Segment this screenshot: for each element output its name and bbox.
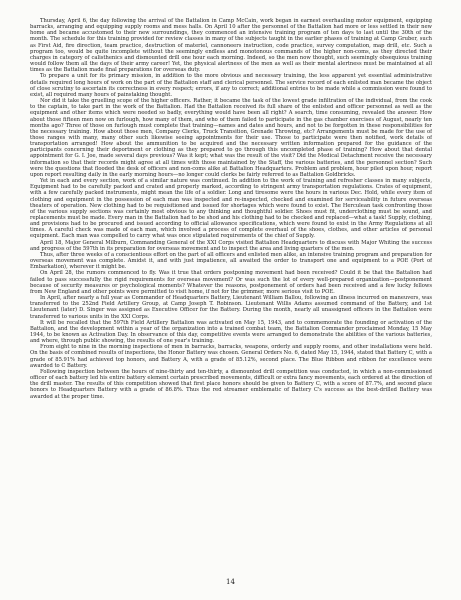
paragraph: On April 28, the rumors commenced to fly. Was it true that orders postponing movement had been received? Could it be that the Battalion had failed to pass successfully the rigid requirements for overseas movement? Or was such the lot of every well-prepared organization—postponement because of security measures or psychological moments? Whatever the reasons, postponement of orders had been received and a few lucky fellows from New England and other points were permitted to visit home, if not for the grimmer, more serious visit to POE. xyxy=(30,270,432,295)
paragraph: In April, after nearly a full year as Commander of Headquarters Battery, Lieutenant William Ballou, following an illness incurred on maneuvers, was transferred to the 252nd Field Artillery Group, at Camp Joseph T. Robinson. Lieutenant Willis Adams assumed command of the Battery, and 1st Lieutenant (later) D. Singer was assigned as Executive Officer for the Battery. During the month, nearly all unassigned officers in the Battalion were transferred to various units in the XXI Corps. xyxy=(30,295,432,320)
paragraph: To prepare a unit for its primary mission, in addition to the more obvious and necessary training, the less apparent yet essential administrative details required long hours of work on the part of the Battalion staff and clerical personnel. The service record of each enlisted man became the object of close scrutiny to ascertain its correctness in every respect; errors, if any to correct; additional entries to be made while a commission were found to exist, all required many hours of painstaking thought. xyxy=(30,73,432,98)
paragraph: Thus, after three weeks of a conscientious effort on the part of all officers and enlisted men alike, an intensive training program and preparation for overseas movement was complete. Amidst it, and with just impatience, all awaited the order to transport one and equipment to a POE (Port of Embarkation), wherever it might be. xyxy=(30,251,432,271)
paragraph: Thursday, April 6, the day following the arrival of the Battalion in Camp McCain, work began in earnest overhauling motor equipment, equipping barracks, arranging and equipping supply rooms and mess halls. On April 10 after the personnel of the Battalion had more or less settled in their new home and became accustomed to their new surroundings, they commenced an intensive training program of ten days to last until the 30th of the month. The schedule for this training provided for review classes in many of the subjects taught in the earlier phases of training at Camp Gruber, such as First Aid, fire direction, team practice, destruction of materiel, cannoneers instruction, code practice, survey computation, map drill, etc. Such a program too, would be quite incomplete without the seemingly endless and monotonous commands of the higher non-coms, as they directed their charges in category of calisthenics and dismounted drill one hour each morning. Indeed, so the men now thought, such seemingly obsequious training would follow them all the days of their army career! Yet, the physical alertness of the men as well as their mental alertness must be maintained at all times as the Battalion made final preparations for overseas duty. xyxy=(30,18,432,74)
paragraph: From eight to nine in the morning inspections of men in barracks, barracks, weapons, orderly and supply rooms, and other installations were held. On the basis of combined results of inspections, the Honor Battery was chosen. General Orders No. 6, dated May 15, 1944, stated that Battery C, with a grade of 85.91% had achieved top honors, and Battery A, with a grade of 85.12%, second place. The Blue Ribbon and ribbon for excellence were awarded to C Battery. xyxy=(30,344,432,369)
paragraph: It will be recalled that the 597th Field Artillery Battalion was activated on May 15, 1943, and to commemorate the founding or activation of the Battalion, and the development within a year of the organization into a trained combat team, the Battalion Commander proclaimed Monday, 15 May 1944, to be known as Activation Day. In observance of this day, competitive events were arranged to demonstrate the abilities of the various batteries, and where, through public showing, the results of one year's training. xyxy=(30,319,432,345)
page-number: 14 xyxy=(226,578,235,586)
paragraph: Yet in each and every section, work of a similar nature was continued. In addition to the work of training and refresher classes in many subjects, Equipment had to be carefully packed and crated and properly marked, according to stringent army transportation regulations. Crates of equipment, with a few carefully packed instruments, might mean the life of a soldier. Long and tiresome were the hours in various Dec. Hold, while every item of clothing and equipment in the possession of each man was inspected and re-inspected, checked and examined for serviceability in future overseas theaters of operation. New clothing had to be requisitioned and issued for shortages which were found to exist. The Herculean task confronting those of the various supply sections was certainly most obvious to any thinking and thoughtful soldier. Shoes must fit, underclothing must be sound, and replacements must be made. Every man in the Battalion had to be shod and his clothing had to be checked and replaced—what a task! Supply, clothing, and provisions had to be procured and issued according to official allowance specifications, which were found to exist in the Army Regulations at all times. A careful check was made of each man, which involved a process of complete overhaul of the shoes, clothes, and other articles of personal equipment. Each man was compelled to carry what was once stipulated requirements of the chief of Supply. xyxy=(30,178,432,240)
body-text xyxy=(30,18,432,566)
paragraph: Nor did it take the gruelling scope of the higher officers. Rather, it became the task of the lowest grade infiltration of the individual, from the cook to the captain, to take part in the work of the Battalion. Had the Battalion received its full share of the enlisted and officer personnel as well as the equipment and other items which were needed so badly, everything would have been all right? A search, time consuming, revealed the answer. How about those fifteen men now on furlough, how many of them, and who of them failed to participate in the gas chamber exercises of August, nearly ten months ago? Three of those on furlough must complete that training—names and dates and hours, and not to be forgotten in these responsibilities for the necessary training. How about those men, Company Clerks, Truck Transition, Grenade Throwing, etc? Arrangements must be made for the use of those ranges with many, many other such likewise seeing appointments for their use. Those to participate were then notified, work details of transportation arranged! How about the ammunition to be acquired and the necessary written information prepared for the guidance of the participants concerning their deportment or clothing as they prepared to go through this uncompleted phase of training? How about that dental appointment for G. I. Joe, made several days previous? Was it kept; what was the result of the visit? Did the Medical Detachment receive the necessary information so that their records might agree at all times with those maintained by the Staff, the various batteries, and the personnel section? Such were the questions that flooded the desk of officers and non-coms alike at Battalion Headquarters. Problem and problem, hour piled upon hour, report upon report resulting daily in the early morning hours—no longer could clerks be fairly referred to as Battalion Goldbricks. xyxy=(30,98,432,178)
paragraph: Following inspection between the hours of nine-thirty and ten-thirty, a dismounted drill competition was conducted, in which a non-commissioned officer of each battery led his entire battery element certain prescribed movements, difficult or extra fancy movements, each ordered at the direction of the drill master. The results of this competition showed that first place honors should be given to Battery C, with a score of 87.7%, and second place honors to Headquarters Battery with a grade of 86.8%. Thus the red streamer emblematic of Battery C's success as the best-drilled Battery was awarded at the proper time. xyxy=(30,368,432,400)
paragraph: April 18, Major General Milburn, Commanding General of the XXI Corps visited Battalion Headquarters to discuss with Major Whiting the success and progress of the 597th in its preparation for overseas movement and to inspect the area and living quarters of the men. xyxy=(30,239,432,252)
